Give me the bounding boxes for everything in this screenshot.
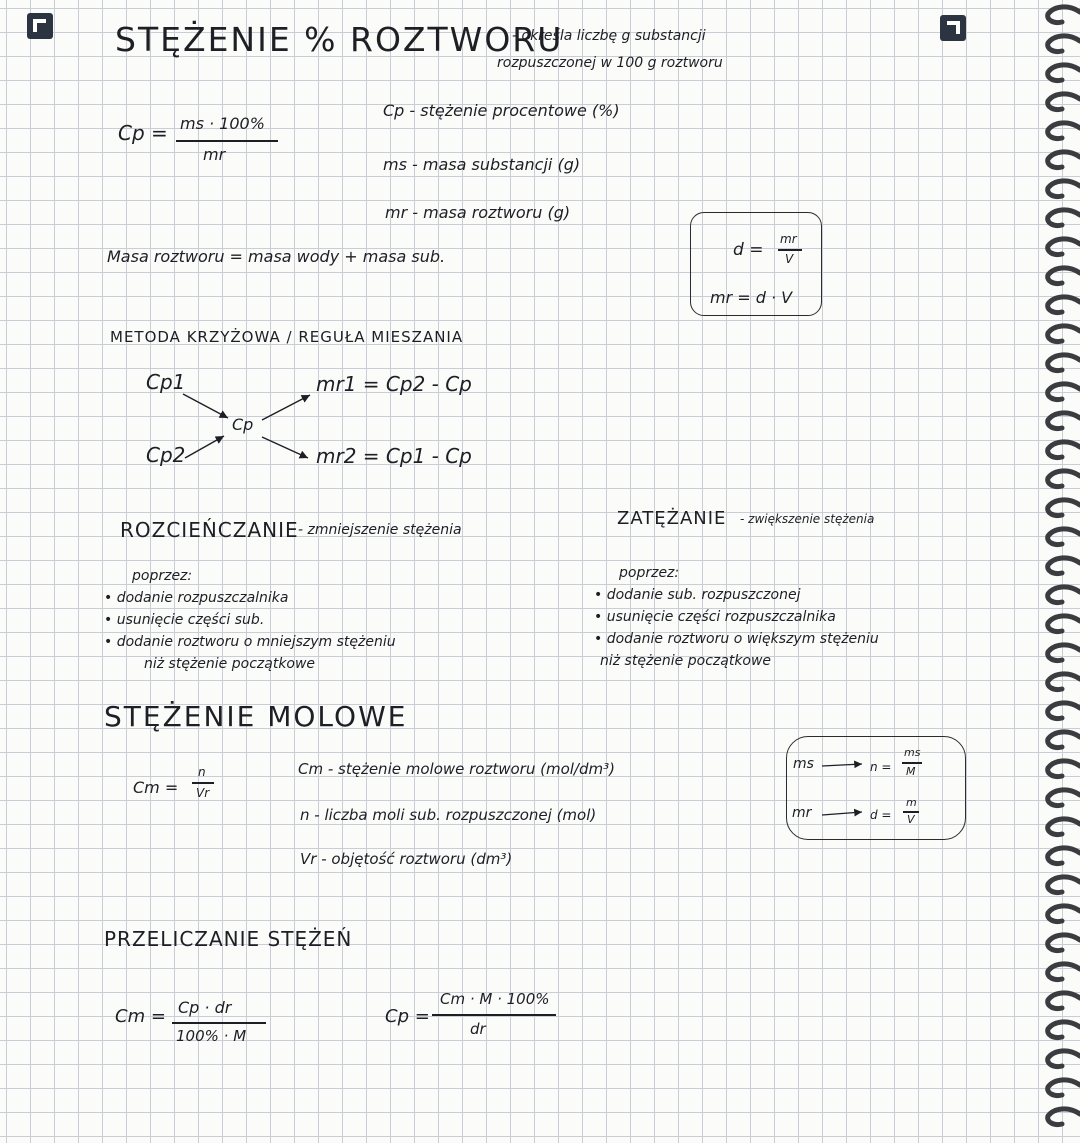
mol-box-mr: mr — [792, 805, 812, 821]
cross-method-title: METODA KRZYŻOWA / REGUŁA MIESZANIA — [110, 328, 464, 346]
cross-mr2: mr2 = Cp1 - Cp — [316, 444, 472, 468]
mol-box-d-den: V — [907, 813, 915, 826]
legend-cp: Cp - stężenie procentowe (%) — [383, 101, 620, 120]
dilution-item-4: niż stężenie początkowe — [144, 656, 316, 672]
mol-box-d-num: m — [906, 796, 917, 809]
mass-line: Masa roztworu = masa wody + masa sub. — [107, 247, 446, 266]
cp-numerator: ms · 100% — [180, 114, 265, 133]
page-title: STĘŻENIE % ROZTWORU — [115, 20, 564, 59]
mol-box-ms: ms — [793, 756, 814, 772]
legend-n: n - liczba moli sub. rozpuszczonej (mol) — [300, 806, 597, 824]
mol-box-n-num: ms — [904, 746, 921, 759]
concentration-item-2: • usunięcie części rozpuszczalnika — [594, 609, 836, 625]
cross-cp2: Cp2 — [146, 443, 186, 467]
cm-lhs: Cm = — [133, 778, 179, 797]
dilution-item-3: • dodanie roztworu o mniejszym stężeniu — [104, 634, 396, 650]
cp-denominator: mr — [203, 145, 226, 164]
cp-lhs: Cp = — [118, 121, 168, 145]
cross-mr1: mr1 = Cp2 - Cp — [316, 372, 472, 396]
cm-from-cp-lhs: Cm = — [115, 1006, 166, 1027]
dilution-by: poprzez: — [132, 568, 193, 584]
cm-from-cp-num: Cp · dr — [178, 998, 232, 1017]
definition-line-2: rozpuszczonej w 100 g roztworu — [497, 55, 723, 71]
concentration-item-4: niż stężenie początkowe — [600, 653, 772, 669]
concentration-title: ZATĘŻANIE — [617, 508, 727, 529]
density-lhs: d = — [733, 240, 764, 260]
fraction-line — [432, 1014, 556, 1016]
cm-den: Vr — [196, 786, 210, 800]
cm-from-cp-den: 100% · M — [176, 1027, 247, 1045]
concentration-def: - zwiększenie stężenia — [740, 512, 875, 526]
concentration-by: poprzez: — [619, 565, 680, 581]
mol-box-n-lhs: n = — [870, 760, 892, 774]
dilution-item-2: • usunięcie części sub. — [104, 612, 265, 628]
cross-cp: Cp — [232, 415, 254, 434]
mass-from-density: mr = d · V — [710, 288, 793, 307]
cp-from-cm-den: dr — [470, 1020, 486, 1038]
dilution-item-1: • dodanie rozpuszczalnika — [104, 590, 289, 606]
legend-cm: Cm - stężenie molowe roztworu (mol/dm³) — [298, 760, 615, 778]
cp-from-cm-num: Cm · M · 100% — [440, 990, 550, 1008]
mol-box-n-den: M — [906, 765, 916, 778]
molar-title: STĘŻENIE MOLOWE — [104, 700, 408, 733]
cp-from-cm-lhs: Cp = — [385, 1006, 430, 1027]
cm-num: n — [198, 765, 206, 779]
conversion-title: PRZELICZANIE STĘŻEŃ — [104, 927, 353, 951]
concentration-item-1: • dodanie sub. rozpuszczonej — [594, 587, 801, 603]
mol-box-d-lhs: d = — [870, 808, 892, 822]
density-den: V — [785, 252, 794, 266]
concentration-item-3: • dodanie roztworu o większym stężeniu — [594, 631, 879, 647]
dilution-title: ROZCIEŃCZANIE — [120, 518, 299, 542]
legend-vr: Vr - objętość roztworu (dm³) — [300, 850, 513, 868]
legend-mr: mr - masa roztworu (g) — [385, 203, 571, 222]
legend-ms: ms - masa substancji (g) — [383, 155, 581, 174]
fraction-line — [172, 1022, 266, 1024]
definition-line-1: - określa liczbę g substancji — [512, 28, 706, 44]
density-num: mr — [780, 232, 797, 246]
dilution-def: - zmniejszenie stężenia — [298, 522, 462, 538]
cross-cp1: Cp1 — [146, 370, 186, 394]
